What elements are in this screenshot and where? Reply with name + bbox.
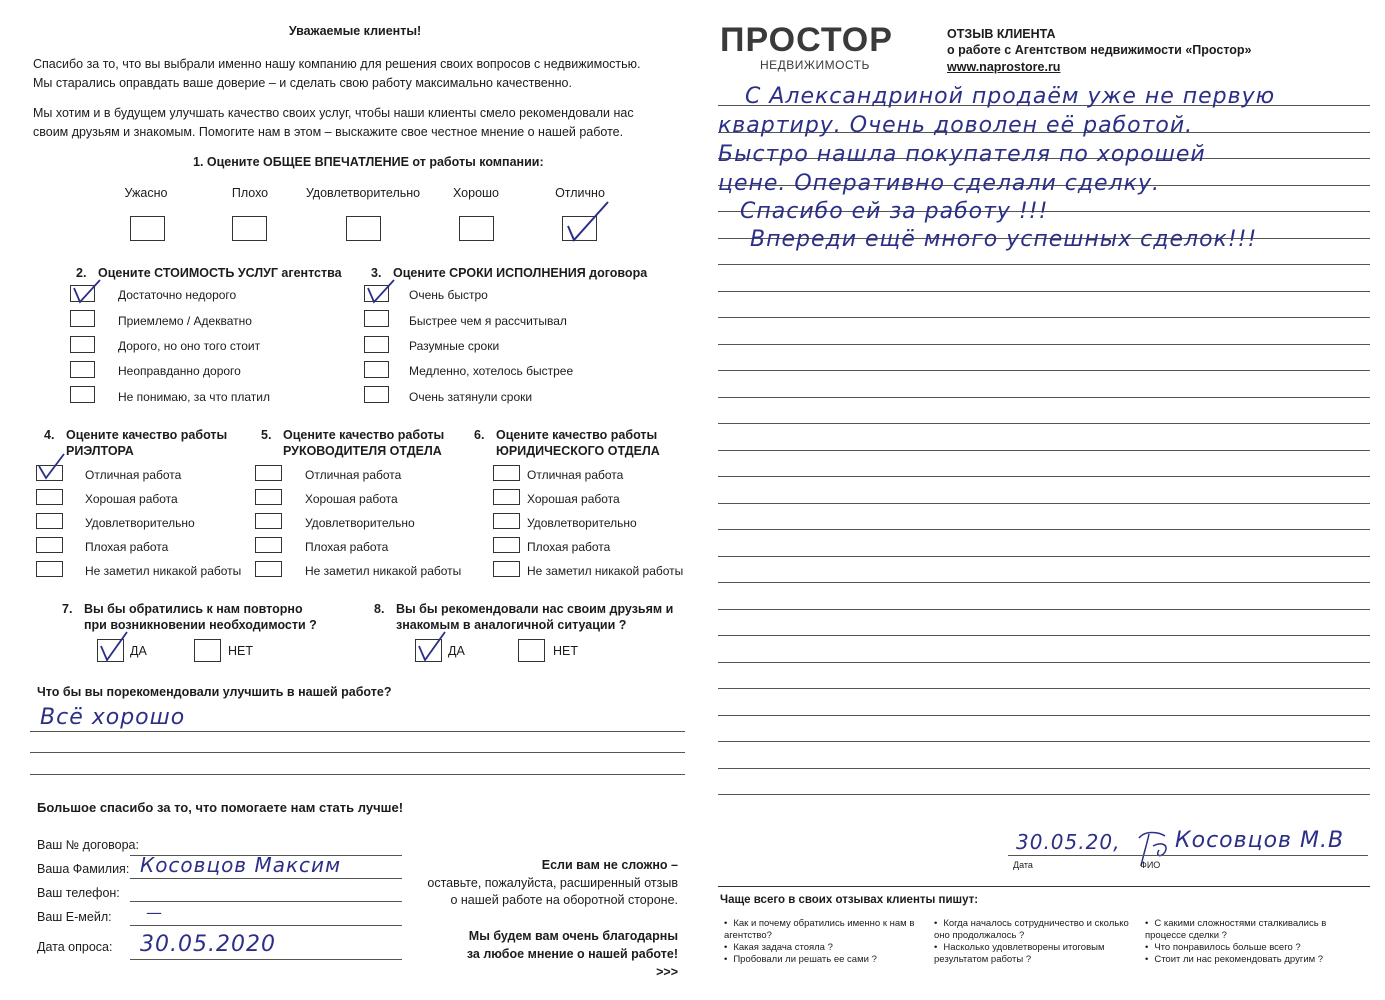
q2-number: 2. bbox=[76, 266, 87, 280]
q2-option-label: Достаточно недорого bbox=[118, 288, 237, 302]
q7-number: 7. bbox=[62, 602, 73, 616]
q5-checkbox[interactable] bbox=[255, 465, 282, 481]
q5-subtitle: РУКОВОДИТЕЛЯ ОТДЕЛА bbox=[283, 444, 442, 458]
ruled-line bbox=[718, 397, 1370, 398]
ruled-line bbox=[718, 556, 1370, 557]
q4-number: 4. bbox=[44, 428, 55, 442]
extended-review-text: оставьте, пожалуйста, расширенный отзыв bbox=[427, 876, 678, 890]
tip-item: • Насколько удовлетворены итоговым результатом работы ? bbox=[934, 942, 1129, 966]
q5-option-label: Отличная работа bbox=[305, 468, 402, 482]
q5-checkbox[interactable] bbox=[255, 561, 282, 577]
q6-option-label: Не заметил никакой работы bbox=[527, 564, 684, 578]
tip-item: • Стоит ли нас рекомендовать другим ? bbox=[1145, 954, 1370, 966]
q3-number: 3. bbox=[371, 266, 382, 280]
q5-option-label: Не заметил никакой работы bbox=[305, 564, 462, 578]
q6-option-label: Отличная работа bbox=[527, 468, 624, 482]
field-line bbox=[130, 959, 402, 960]
review-line: Спасибо ей за работу !!! bbox=[740, 199, 1049, 224]
tip-item: • Какая задача стояла ? bbox=[724, 942, 924, 954]
gratitude-text: Мы будем вам очень благодарны bbox=[468, 929, 678, 943]
logo-text: ПРОСТОР bbox=[720, 21, 893, 59]
q4-option-label: Удовлетворительно bbox=[85, 516, 195, 530]
fio-caption: ФИО bbox=[1140, 860, 1161, 870]
signature-date: 30.05.20, bbox=[1016, 830, 1121, 854]
q1-checkbox[interactable] bbox=[459, 216, 494, 241]
q3-checkbox[interactable] bbox=[364, 310, 389, 327]
q3-checkbox[interactable] bbox=[364, 386, 389, 403]
survey-date-field[interactable]: 30.05.2020 bbox=[140, 932, 276, 957]
q8-subtitle: знакомым в аналогичной ситуации ? bbox=[396, 618, 627, 632]
field-line bbox=[130, 901, 402, 902]
q3-option-label: Медленно, хотелось быстрее bbox=[409, 364, 574, 378]
q7-subtitle: при возникновении необходимости ? bbox=[84, 618, 317, 632]
q4-subtitle: РИЭЛТОРА bbox=[66, 444, 134, 458]
q2-title: Оцените СТОИМОСТЬ УСЛУГ агентства bbox=[98, 266, 342, 280]
q8-title: Вы бы рекомендовали нас своим друзьям и bbox=[396, 602, 674, 616]
field-line bbox=[130, 925, 402, 926]
q6-number: 6. bbox=[474, 428, 485, 442]
q2-checkbox[interactable] bbox=[70, 386, 95, 403]
email-field[interactable]: — bbox=[146, 903, 163, 922]
field-line bbox=[130, 878, 402, 879]
q5-checkbox[interactable] bbox=[255, 489, 282, 505]
improve-question: Что бы вы порекомендовали улучшить в нашей работе? bbox=[37, 685, 392, 699]
surname-field[interactable]: Косовцов Максим bbox=[140, 853, 342, 877]
ruled-line bbox=[718, 768, 1370, 769]
next-page-arrows: >>> bbox=[656, 965, 678, 979]
q8-yes-label: ДА bbox=[448, 644, 465, 658]
ruled-line bbox=[718, 741, 1370, 742]
ruled-line bbox=[718, 635, 1370, 636]
ruled-line bbox=[718, 291, 1370, 292]
tip-item: • С какими сложностями сталкивались в процессе сделки ? bbox=[1145, 918, 1370, 942]
tips-column-3 bbox=[1145, 918, 1370, 966]
q3-option-label: Очень затянули сроки bbox=[409, 390, 533, 404]
tip-item: • Что понравилось больше всего ? bbox=[1145, 942, 1370, 954]
q2-checkbox[interactable] bbox=[70, 336, 95, 353]
survey-date-label: Дата опроса: bbox=[37, 940, 113, 954]
q6-checkbox[interactable] bbox=[493, 489, 520, 505]
ruled-line bbox=[718, 476, 1370, 477]
agency-website-link[interactable]: www.naprostore.ru bbox=[947, 60, 1061, 74]
q2-checkbox[interactable] bbox=[70, 361, 95, 378]
q1-option-label: Плохо bbox=[231, 186, 269, 200]
q5-option-label: Хорошая работа bbox=[305, 492, 398, 506]
review-line: цене. Оперативно сделали сделку. bbox=[718, 171, 1160, 196]
ruled-line bbox=[718, 688, 1370, 689]
q6-title: Оцените качество работы bbox=[496, 428, 658, 442]
q1-checkbox[interactable] bbox=[130, 216, 165, 241]
q2-checkbox[interactable] bbox=[70, 310, 95, 327]
checkmark-icon bbox=[34, 452, 70, 482]
q7-yes-label: ДА bbox=[130, 644, 147, 658]
q4-option-label: Отличная работа bbox=[85, 468, 182, 482]
date-caption: Дата bbox=[1013, 860, 1033, 870]
ruled-line bbox=[718, 503, 1370, 504]
q1-checkbox[interactable] bbox=[346, 216, 381, 241]
ruled-line bbox=[718, 582, 1370, 583]
q2-option-label: Неоправданно дорого bbox=[118, 364, 241, 378]
logo-subtitle: НЕДВИЖИМОСТЬ bbox=[760, 58, 870, 72]
ruled-line bbox=[718, 344, 1370, 345]
intro-paragraph-1: Спасибо за то, что вы выбрали именно нашу компанию для решения своих вопросов с недвижимостью. Мы старались оправдать ваше доверие – и сделать свою работу максимально качественно. bbox=[33, 57, 641, 90]
q1-option-label: Удовлетворительно bbox=[305, 186, 421, 200]
ruled-line bbox=[718, 317, 1370, 318]
q8-no-checkbox[interactable] bbox=[518, 639, 545, 662]
signature-name: Косовцов М.В bbox=[1175, 828, 1345, 853]
q4-checkbox[interactable] bbox=[36, 489, 63, 505]
q4-checkbox[interactable] bbox=[36, 537, 63, 553]
surname-label: Ваша Фамилия: bbox=[37, 862, 130, 876]
ruled-line bbox=[718, 609, 1370, 610]
q7-title: Вы бы обратились к нам повторно bbox=[84, 602, 303, 616]
tip-item: • Как и почему обратились именно к нам в агентство? bbox=[724, 918, 924, 942]
q1-option-label: Ужасно bbox=[124, 186, 168, 200]
q3-option-label: Разумные сроки bbox=[409, 339, 500, 353]
review-line: квартиру. Очень доволен её работой. bbox=[718, 113, 1194, 138]
tips-column-1 bbox=[724, 918, 924, 966]
q4-option-label: Плохая работа bbox=[85, 540, 169, 554]
checkmark-icon bbox=[413, 628, 449, 664]
q3-title: Оцените СРОКИ ИСПОЛНЕНИЯ договора bbox=[393, 266, 648, 280]
q6-checkbox[interactable] bbox=[493, 513, 520, 529]
q5-checkbox[interactable] bbox=[255, 513, 282, 529]
ruled-line bbox=[718, 423, 1370, 424]
review-subtitle: о работе с Агентством недвижимости «Простор» bbox=[947, 43, 1252, 57]
checkmark-icon bbox=[95, 628, 131, 664]
tip-item: • Пробовали ли решать ее сами ? bbox=[724, 954, 924, 966]
answer-line bbox=[30, 731, 685, 732]
review-line: Впереди ещё много успешных сделок!!! bbox=[750, 227, 1258, 252]
email-label: Ваш Е-мейл: bbox=[37, 910, 112, 924]
q2-option-label: Не понимаю, за что платил bbox=[118, 390, 271, 404]
q1-option-label: Хорошо bbox=[452, 186, 500, 200]
intro-paragraph-2: Мы хотим и в будущем улучшать качество своих услуг, чтобы наши клиенты смело рекомендовали нас своим друзьям и знакомым. Помогите нам в этом – выскажите свое честное мнение о нашей работе. bbox=[33, 106, 634, 139]
checkmark-icon bbox=[560, 198, 612, 244]
q8-no-label: НЕТ bbox=[553, 644, 578, 658]
review-line: С Александриной продаём уже не первую bbox=[745, 84, 1276, 109]
answer-line bbox=[30, 752, 685, 753]
improve-answer[interactable]: Всё хорошо bbox=[40, 705, 186, 730]
phone-label: Ваш телефон: bbox=[37, 886, 120, 900]
q6-option-label: Удовлетворительно bbox=[527, 516, 637, 530]
q2-option-label: Дорого, но оно того стоит bbox=[118, 339, 261, 353]
q6-subtitle: ЮРИДИЧЕСКОГО ОТДЕЛА bbox=[496, 444, 660, 458]
q1-checkbox[interactable] bbox=[232, 216, 267, 241]
q3-option-label: Очень быстро bbox=[409, 288, 488, 302]
ruled-line bbox=[718, 529, 1370, 530]
review-title: ОТЗЫВ КЛИЕНТА bbox=[947, 27, 1056, 41]
extended-review-heading: Если вам не сложно – bbox=[541, 858, 678, 872]
ruled-line bbox=[718, 264, 1370, 265]
q5-option-label: Плохая работа bbox=[305, 540, 389, 554]
contract-label: Ваш № договора: bbox=[37, 838, 139, 852]
q6-checkbox[interactable] bbox=[493, 465, 520, 481]
q4-option-label: Хорошая работа bbox=[85, 492, 178, 506]
q2-option-label: Приемлемо / Адекватно bbox=[118, 314, 252, 328]
greeting: Уважаемые клиенты! bbox=[288, 24, 422, 38]
q5-number: 5. bbox=[261, 428, 272, 442]
prostor-logo bbox=[720, 22, 893, 72]
q3-option-label: Быстрее чем я рассчитывал bbox=[409, 314, 567, 328]
tips-divider bbox=[718, 886, 1370, 887]
q1-title: 1. Оцените ОБЩЕЕ ВПЕЧАТЛЕНИЕ от работы компании: bbox=[193, 155, 544, 169]
q3-checkbox[interactable] bbox=[364, 336, 389, 353]
q5-checkbox[interactable] bbox=[255, 537, 282, 553]
q4-checkbox[interactable] bbox=[36, 513, 63, 529]
q3-checkbox[interactable] bbox=[364, 361, 389, 378]
extended-review-text: о нашей работе на оборотной стороне. bbox=[450, 893, 678, 907]
q4-title: Оцените качество работы bbox=[66, 428, 228, 442]
gratitude-text: за любое мнение о нашей работе! bbox=[466, 947, 678, 961]
q7-no-label: НЕТ bbox=[228, 644, 253, 658]
tips-title: Чаще всего в своих отзывах клиенты пишут: bbox=[720, 894, 979, 906]
q5-option-label: Удовлетворительно bbox=[305, 516, 415, 530]
q6-checkbox[interactable] bbox=[493, 561, 520, 577]
thanks-text: Большое спасибо за то, что помогаете нам стать лучше! bbox=[37, 800, 404, 815]
q7-no-checkbox[interactable] bbox=[194, 639, 221, 662]
answer-line bbox=[30, 774, 685, 775]
q1-option-label: Отлично bbox=[555, 186, 605, 200]
ruled-line bbox=[718, 715, 1370, 716]
q8-number: 8. bbox=[374, 602, 385, 616]
q4-checkbox[interactable] bbox=[36, 561, 63, 577]
review-line: Быстро нашла покупателя по хорошей bbox=[718, 142, 1206, 167]
ruled-line bbox=[718, 450, 1370, 451]
tips-column-2 bbox=[934, 918, 1129, 966]
q6-option-label: Плохая работа bbox=[527, 540, 611, 554]
q5-title: Оцените качество работы bbox=[283, 428, 445, 442]
ruled-line bbox=[718, 794, 1370, 795]
checkmark-icon bbox=[68, 278, 104, 306]
signature-line bbox=[1008, 855, 1368, 856]
ruled-line bbox=[718, 370, 1370, 371]
q6-checkbox[interactable] bbox=[493, 537, 520, 553]
tip-item: • Когда началось сотрудничество и сколько оно продолжалось ? bbox=[934, 918, 1129, 942]
q4-option-label: Не заметил никакой работы bbox=[85, 564, 242, 578]
q6-option-label: Хорошая работа bbox=[527, 492, 620, 506]
checkmark-icon bbox=[362, 278, 398, 306]
ruled-line bbox=[718, 662, 1370, 663]
